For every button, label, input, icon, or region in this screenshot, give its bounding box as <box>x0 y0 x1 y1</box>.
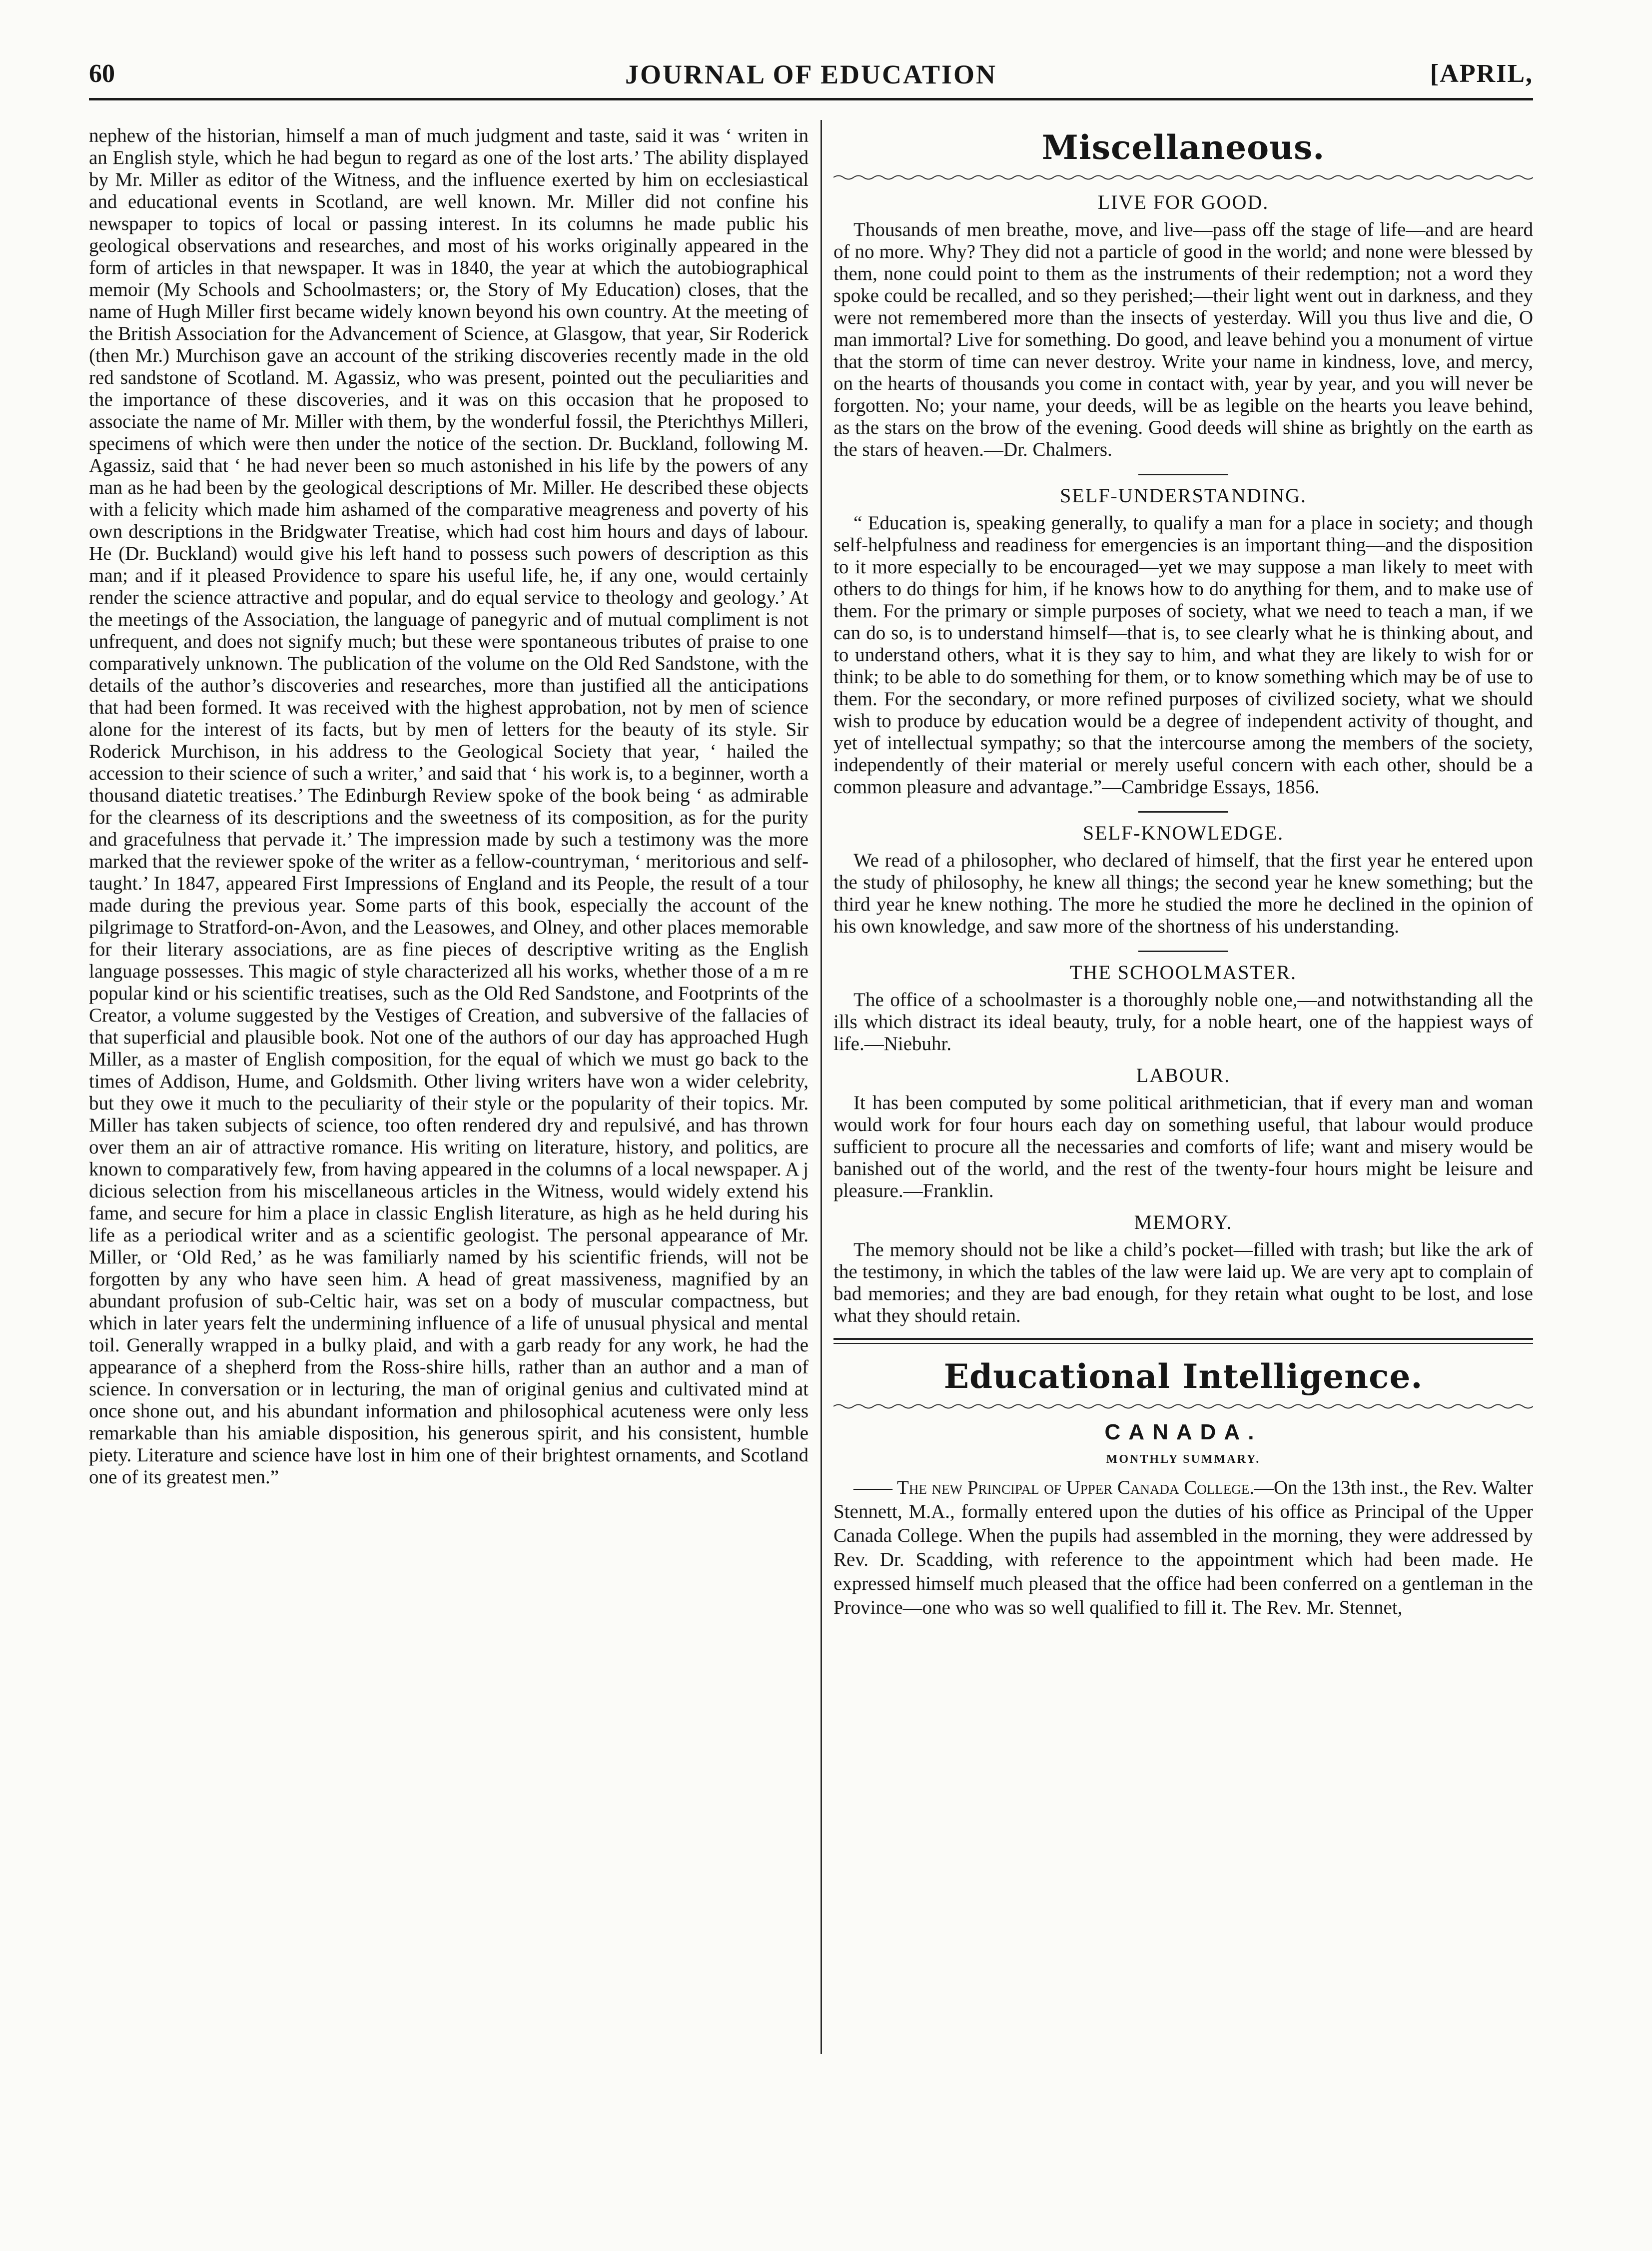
article-text-schoolmaster: The office of a schoolmaster is a thoroughly noble one,—and notwithstanding all the ills which distract its ideal beauty, truly, for a noble heart, one of the happiest ways of life.—Niebuhr. <box>833 989 1533 1055</box>
monthly-summary-label: MONTHLY SUMMARY. <box>1106 1453 1261 1466</box>
news-lead: —— The new Principal of Upper Canada College. <box>853 1477 1255 1498</box>
article-text-self-knowledge: We read of a philosopher, who declared of himself, that the first year he entered upon the study of philosophy, he knew all things; the second year he knew something; but the third year he knew nothing. The more he studied the more he declined in the opinion of his own knowledge, and saw more of the shortness of his understanding. <box>833 850 1533 937</box>
wavy-rule <box>833 1402 1533 1411</box>
article-text-labour: It has been computed by some political arithmetician, that if every man and woman would work for four hours each day on something useful, that labour would produce sufficient to procure all the necessaries and comforts of life; want and misery would be banished out of the world, and the rest of the twenty-four hours might be leisure and pleasure.—Franklin. <box>833 1092 1533 1201</box>
left-column <box>89 125 809 1488</box>
journal-title: JOURNAL OF EDUCATION <box>625 59 997 89</box>
news-paragraph <box>833 1476 1533 1620</box>
article-text-live-for-good: Thousands of men breathe, move, and live—pass off the stage of life—and are heard of no more. Why? They did not a particle of good in the world; and none were blessed by them, none could point to them as the instruments of their redemption; not a word they spoke could be recalled, and so they perished;—their light went out in darkness, and they were not remembered more than the insects of yesterday. Will you thus live and die, O man immortal? Live for something. Do good, and leave behind you a monument of virtue that the storm of time can never destroy. Write your name in kindness, love, and mercy, on the hearts of thousands you come in contact with, year by year, and you will never be forgotten. No; your name, your deeds, will be as legible on the hearts you leave behind, as the stars on the brow of the evening. Good deeds will shine as brightly on the earth as the stars of heaven.—Dr. Chalmers. <box>833 219 1533 460</box>
hugh-miller-biography-text: nephew of the historian, himself a man of much judgment and taste, said it was ‘ writen in an English style, which he had begun to regard as one of the lost arts.’ The ability displayed by Mr. Miller as editor of the Witness, and the influence exerted by him on ecclesiastical and educational events in Scotland, are well known. Mr. Miller did not confine his newspaper to topics of local or passing interest. In its columns he made public his geological observations and researches, and most of his works originally appeared in the form of articles in that newspaper. It was in 1840, the year at which the autobiographical memoir (My Schools and Schoolmasters; or, the Story of My Education) closes, that the name of Hugh Miller first became widely known beyond his own country. At the meeting of the British Association for the Advancement of Science, at Glasgow, that year, Sir Roderick (then Mr.) Murchison gave an account of the striking discoveries recently made in the old red sandstone of Scotland. M. Agassiz, who was present, pointed out the peculiarities and the importance of these discoveries, and it was on this occasion that he proposed to associate the name of Mr. Miller with them, by the wonderful fossil, the Pterichthys Milleri, specimens of which were then under the notice of the section. Dr. Buckland, following M. Agassiz, said that ‘ he had never been so much astonished in his life by the powers of any man as he had been by the geological descriptions of Mr. Miller. He described these objects with a felicity which made him ashamed of the comparative meagreness and poverty of his own descriptions in the Bridgwater Treatise, which had cost him hours and days of labour. He (Dr. Buckland) would give his left hand to possess such powers of description as this man; and if it pleased Providence to spare his useful life, he, if any one, would certainly render the science attractive and popular, and do equal service to theology and geology.’ At the meetings of the Association, the language of panegyric and of mutual compliment is not unfrequent, and does not signify much; but these were spontaneous tributes of praise to one comparatively unknown. The publication of the volume on the Old Red Sandstone, with the details of the author’s discoveries and researches, more than justified all the anticipations that had been formed. It was received with the highest approbation, not by men of science alone for the interest of its facts, but by men of letters for the beauty of its style. Sir Roderick Murchison, in his address to the Geological Society that year, ‘ hailed the accession to their science of such a writer,’ and said that ‘ his work is, to a beginner, worth a thousand diatetic treatises.’ The Edinburgh Review spoke of the book being ‘ as admirable for the clearness of its descriptions and the sweetness of its composition, as for the purity and gracefulness that pervade it.’ The impression made by such a testimony was the more marked that the reviewer spoke of the writer as a fellow-countryman, ‘ meritorious and self-taught.’ In 1847, appeared First Impressions of England and its People, the result of a tour made during the previous year. Some parts of this book, especially the account of the pilgrimage to Stratford-on-Avon, and the Leasowes, and Olney, and other places memorable for their literary associations, are as fine pieces of descriptive writing as the English language possesses. This magic of style characterized all his works, whether those of a m re popular kind or his scientific treatises, such as the Old Red Sandstone, and Footprints of the Creator, a volume suggested by the Vestiges of Creation, and subversive of the fallacies of that superficial and plausible book. Not one of the authors of our day has approached Hugh Miller, as a master of English composition, for the equal of which we must go back to the times of Addison, Hume, and Goldsmith. Other living writers have won a wider celebrity, but they owe it much to the peculiarity of their style or the popularity of their topics. Mr. Miller has taken subjects of science, too often rendered dry and repulsivé, and has thrown over them an air of attractive romance. His writing on literature, history, and politics, are known to comparatively few, from having appeared in the columns of a local newspaper. A j dicious selection from his miscellaneous articles in the Witness, would widely extend his fame, and secure for him a place in classic English literature, as high as he held during his life as a periodical writer and as a scientific geologist. The personal appearance of Mr. Miller, or ‘Old Red,’ as he was familiarly named by his scientific friends, will not be forgotten by any who have seen him. A head of great massiveness, magnified by an abundant profusion of sub-Celtic hair, was set on a body of muscular compactness, but which in later years felt the undermining influence of a life of unusual physical and mental toil. Generally wrapped in a bulky plaid, and with a garb ready for any work, he had the appearance of a shepherd from the Ross-shire hills, rather than an author and a man of science. In conversation or in lecturing, the man of original genius and cultivated mind at once shone out, and his abundant information and philosophical acuteness were only less remarkable than his amiable disposition, his generous spirit, and his consistent, humble piety. Literature and science have lost in him one of their brightest ornaments, and Scotland one of its greatest men.” <box>89 125 809 1488</box>
article-title-memory: MEMORY. <box>1134 1211 1233 1233</box>
article-divider <box>1138 951 1228 952</box>
article-text-self-understanding: “ Education is, speaking generally, to qualify a man for a place in society; and though self-helpfulness and readiness for emergencies is an important thing—and the disposition to it more especially to be encouraged—yet we may suppose a man likely to meet with others to do things for him, if he knows how to do anything for them, and to make use of them. For the primary or simple purposes of society, what we need to teach a man, if we can do so, is to understand himself—that is, to see clearly what he is thinking about, and to understand others, what it is they say to him, and what they are likely to wish for or think; to be able to do something for them, or to know something which may be of use to them. For the secondary, or more refined purposes of civilized society, what we should wish to produce by education would be a degree of independent activity of thought, and yet of intellectual sympathy; so that the intercourse among the members of the society, independently of their material or merely useful concern with each other, should be a common pleasure and advantage.”—Cambridge Essays, 1856. <box>833 512 1533 798</box>
header-rule <box>89 98 1533 100</box>
page-number: 60 <box>89 59 115 88</box>
news-text: —On the 13th inst., the Rev. Walter Stennett, M.A., formally entered upon the duties of his office as Principal of the Upper Canada College. When the pupils had assembled in the morning, they were addressed by Rev. Dr. Scadding, with reference to the appointment which had been made. He expressed himself much pleased that the office had been conferred on a gentleman in the Province—one who was so well qualified to fill it. The Rev. Mr. Stennet, <box>833 1477 1533 1618</box>
miscellaneous-heading: Miscellaneous. <box>1041 128 1325 167</box>
column-divider <box>821 120 822 2054</box>
article-title-live-for-good: LIVE FOR GOOD. <box>1097 191 1269 213</box>
news-item <box>833 1476 1533 1620</box>
article-text-memory: The memory should not be like a child’s pocket—filled with trash; but like the ark of the testimony, in which the tables of the law were laid up. We are very apt to complain of bad memories; and they are bad enough, for they retain what ought to be lost, and lose what they should retain. <box>833 1239 1533 1326</box>
article-title-self-understanding: SELF-UNDERSTANDING. <box>1060 484 1307 507</box>
canada-heading: CANADA. <box>1104 1420 1262 1444</box>
article-divider <box>1138 474 1228 475</box>
educational-intelligence-heading: Educational Intelligence. <box>943 1357 1423 1396</box>
section-double-rule <box>833 1338 1533 1344</box>
article-title-self-knowledge: SELF-KNOWLEDGE. <box>1082 822 1284 844</box>
running-month: [APRIL, <box>1430 59 1533 88</box>
wavy-rule <box>833 173 1533 182</box>
article-divider <box>1138 811 1228 813</box>
running-head <box>89 59 1533 99</box>
article-title-labour: LABOUR. <box>1136 1064 1231 1087</box>
right-column <box>833 125 1533 1620</box>
article-title-schoolmaster: THE SCHOOLMASTER. <box>1069 961 1297 984</box>
